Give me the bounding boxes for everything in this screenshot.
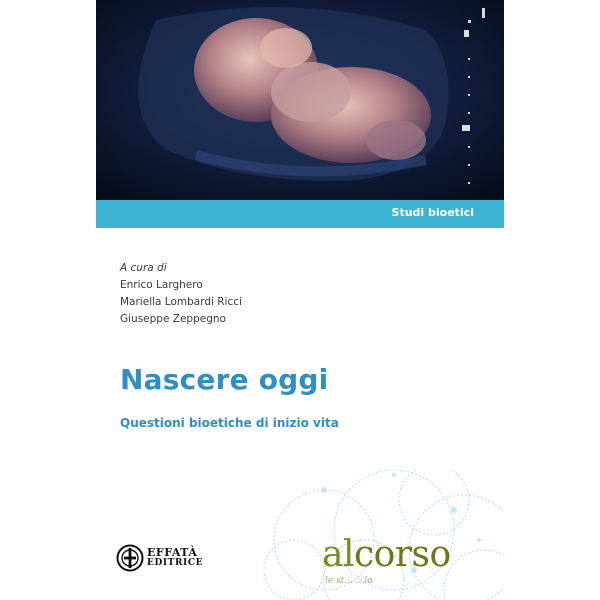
- editors-block: [120, 260, 242, 328]
- alcorso-tagline: le st... ...lo: [325, 576, 373, 586]
- alcorso-part1: al: [322, 534, 354, 575]
- publisher-emblem-icon: [116, 544, 144, 572]
- ultrasound-image: [96, 0, 504, 200]
- series-label: Studi bioetici: [391, 206, 474, 219]
- editor-name: Enrico Larghero: [120, 279, 203, 291]
- book-cover: [96, 0, 504, 600]
- editor-name: Mariella Lombardi Ricci: [120, 296, 242, 308]
- publisher-name: EFFATÀ: [147, 546, 198, 559]
- publisher-logo: [116, 540, 203, 576]
- alcorso-part2: corso: [353, 534, 451, 575]
- editor-name: Giuseppe Zeppegno: [120, 313, 226, 325]
- book-title: Nascere oggi: [120, 363, 329, 396]
- series-bar: [96, 200, 504, 228]
- editors-intro: A cura di: [120, 262, 167, 274]
- book-subtitle: Questioni bioetiche di inizio vita: [120, 416, 339, 430]
- alcorso-badge: [322, 536, 451, 574]
- publisher-subname: EDITRICE: [147, 558, 204, 568]
